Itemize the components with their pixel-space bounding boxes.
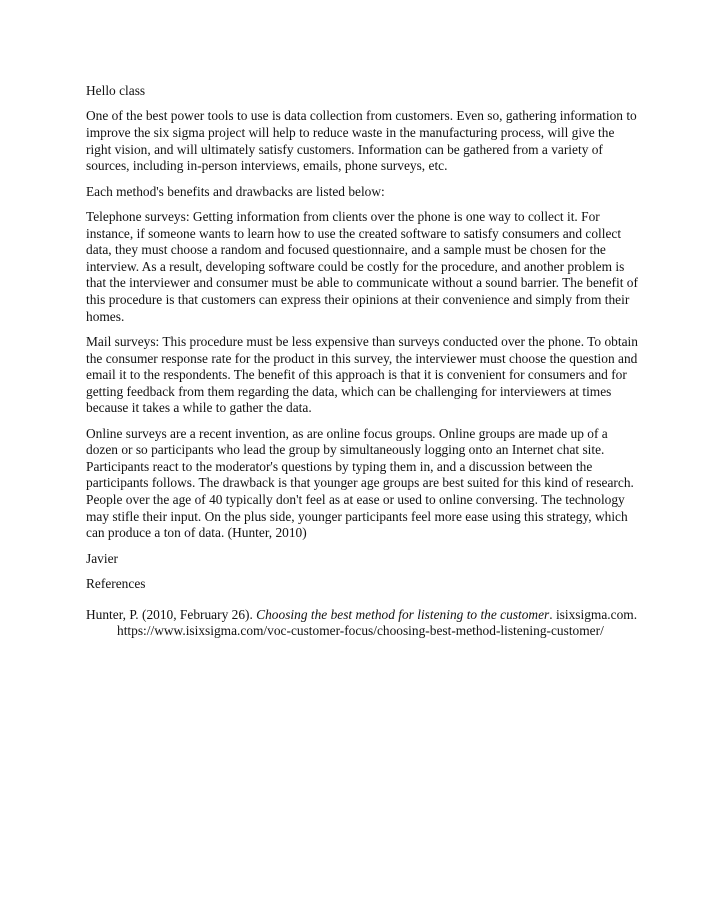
paragraph-methods-lead: Each method's benefits and drawbacks are listed below: (86, 183, 385, 199)
reference-prefix: Hunter, P. (2010, February 26). (86, 606, 257, 622)
paragraph-intro: One of the best power tools to use is data collection from customers. Even so, gathering information to improve the six sigma project will help to reduce waste in the manufacturing process, will give the right vision, and will ultimately satisfy customers. Information can be gathered from a variety of sources, including in-person interviews, emails, phone surveys, etc. (86, 108, 637, 174)
reference-title: Choosing the best method for listening to the customer (256, 606, 550, 622)
references-heading: References (86, 576, 146, 592)
reference-suffix: . isixsigma.com. https://www.isixsigma.com/voc-customer-focus/choosing-best-method-listening-customer/ (117, 606, 638, 639)
paragraph-mail-surveys: Mail surveys: This procedure must be less expensive than surveys conducted over the phone. To obtain the consumer response rate for the product in this survey, the interviewer must choose the question and email it to the respondents. The benefit of this approach is that it is convenient for consumers and for getting feedback from them regarding the data, which can be challenging for interviewers at times because it takes a while to gather the data. (86, 333, 638, 416)
paragraph-telephone-surveys: Telephone surveys: Getting information from clients over the phone is one way to collect it. For instance, if someone wants to learn how to use the created software to satisfy consumers and collect data, they must choose a random and focused questionnaire, and a sample must be chosen for the interview. As a result, developing software could be costly for the procedure, and another problem is that the interviewer and consumer must be able to communicate without a sound barrier. The benefit of this procedure is that customers can express their opinions at their convenience and simply from their homes. (86, 208, 638, 324)
document-body (86, 83, 638, 649)
signature: Javier (86, 550, 118, 566)
reference-entry (86, 607, 638, 640)
paragraph-online-surveys: Online surveys are a recent invention, as are online focus groups. Online groups are made up of a dozen or so participants who lead the group by simultaneously logging onto an Internet chat site. Participants react to the moderator's questions by typing them in, and a discussion between the participants follows. The drawback is that younger age groups are best suited for this kind of research. People over the age of 40 typically don't feel as at ease or used to online conversing. The technology may stifle their input. On the plus side, younger participants feel more ease using this strategy, which can produce a ton of data. (Hunter, 2010) (86, 425, 634, 541)
greeting: Hello class (86, 83, 146, 98)
